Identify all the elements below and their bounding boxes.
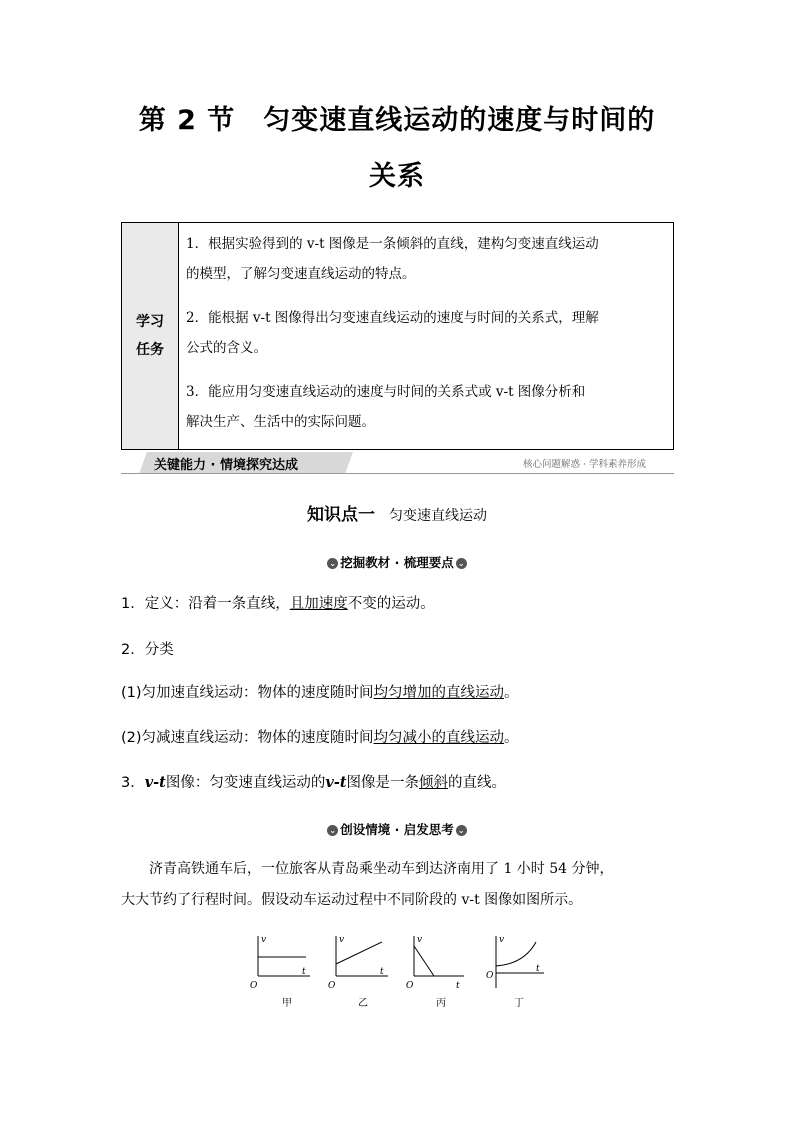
v-label: v	[261, 935, 267, 945]
definition-prefix: 1．定义：沿着一条直线，	[121, 596, 290, 612]
task-item-1	[186, 229, 667, 289]
accel-prefix: (1)匀加速直线运动：物体的速度随时间	[121, 685, 374, 701]
chevron-circle-icon: ⌄	[327, 825, 338, 836]
v-label: v	[339, 935, 345, 945]
t-label: t	[536, 964, 540, 974]
graph-line	[414, 946, 434, 976]
accelerating-motion-item	[121, 681, 519, 702]
learning-tasks-label	[122, 223, 179, 449]
definition-suffix: 不变的运动。	[347, 596, 435, 612]
vt-graph-item	[121, 771, 506, 792]
scenario-line-2: 大大节约了行程时间。假设动车运动过程中不同阶段的 v-t 图像如图所示。	[121, 892, 583, 908]
learning-tasks-list	[186, 229, 667, 451]
section-banner	[121, 452, 674, 474]
graph-line	[336, 942, 382, 964]
accel-suffix: 。	[504, 685, 519, 701]
t-label: t	[380, 967, 384, 977]
tasks-label-line2: 任务	[136, 342, 164, 358]
learning-tasks-table	[121, 222, 674, 450]
task-item-2-line2: 公式的含义。	[186, 340, 267, 356]
banner-subtitle: 核心问题解惑 · 学科素养形成	[522, 459, 646, 470]
subsection-heading-2-text: 创设情境 · 启发思考	[340, 822, 454, 837]
task-item-1-line1: 1．根据实验得到的 v-t 图像是一条倾斜的直线，建构匀变速直线运动	[186, 236, 599, 252]
knowledge-point-heading	[0, 500, 794, 525]
scenario-line-1: 济青高铁通车后，一位旅客从青岛乘坐动车到达济南用了 1 小时 54 分钟，	[149, 861, 614, 877]
graph-yi	[328, 935, 388, 1009]
task-item-2	[186, 303, 667, 363]
decelerating-motion-item	[121, 726, 519, 747]
page-title-line2: 关系	[369, 161, 425, 192]
task-item-3-line1: 3．能应用匀变速直线运动的速度与时间的关系式或 v-t 图像分析和	[186, 384, 586, 400]
vt-symbol: v-t	[144, 774, 166, 791]
origin-label: O	[406, 981, 414, 991]
graph-caption: 丙	[436, 998, 446, 1009]
graph-caption: 丁	[514, 998, 524, 1009]
vt-item-suffix: 的直线。	[448, 775, 507, 791]
origin-label: O	[328, 981, 336, 991]
knowledge-point-title: 匀变速直线运动	[389, 508, 487, 524]
decel-prefix: (2)匀减速直线运动：物体的速度随时间	[121, 730, 374, 746]
chevron-circle-icon: ⌄	[327, 558, 338, 569]
chevron-circle-icon: ⌄	[456, 825, 467, 836]
v-label: v	[417, 935, 423, 945]
chevron-circle-icon: ⌄	[456, 558, 467, 569]
t-label: t	[302, 967, 306, 977]
decel-answer-1: 均匀减小	[373, 730, 432, 746]
definition-answer: 且加速度	[289, 596, 348, 612]
knowledge-point-number: 知识点一	[307, 505, 375, 525]
vt-graphs-figure	[240, 928, 560, 1010]
definition-item	[121, 592, 435, 613]
subsection-heading-1-text: 挖掘教材 · 梳理要点	[340, 555, 454, 570]
graph-jia	[250, 935, 310, 1009]
banner-divider	[121, 473, 674, 474]
graph-caption: 甲	[282, 998, 292, 1009]
graph-curve	[496, 942, 536, 966]
vt-symbol: v-t	[325, 774, 347, 791]
banner-title: 关键能力 · 情境探究达成	[154, 458, 298, 473]
graph-caption: 乙	[358, 998, 368, 1009]
scenario-paragraph	[121, 854, 674, 916]
origin-label: O	[486, 971, 494, 981]
graph-ding	[486, 935, 544, 1009]
vt-item-text-2: 图像是一条	[346, 775, 420, 791]
task-item-1-line2: 的模型，了解匀变速直线运动的特点。	[186, 266, 416, 282]
page-title: 第 2 节 匀变速直线运动的速度与时间的	[138, 105, 656, 136]
task-item-3-line2: 解决生产、生活中的实际问题。	[186, 414, 375, 430]
origin-label: O	[250, 981, 258, 991]
t-label: t	[456, 981, 460, 991]
vt-answer: 倾斜	[419, 775, 449, 791]
decel-suffix: 。	[504, 730, 519, 746]
subsection-heading-2	[0, 820, 794, 838]
task-item-3	[186, 377, 667, 437]
tasks-label-line1: 学习	[136, 314, 164, 330]
accel-answer-1: 均匀增加	[373, 685, 432, 701]
subsection-heading-1	[0, 553, 794, 571]
task-item-2-line1: 2．能根据 v-t 图像得出匀变速直线运动的速度与时间的关系式，理解	[186, 310, 599, 326]
vt-item-text: 图像：匀变速直线运动的	[165, 775, 326, 791]
decel-answer-2: 的直线运动	[431, 730, 505, 746]
vt-item-number: 3．	[121, 775, 145, 791]
v-label: v	[499, 935, 505, 945]
classification-item: 2．分类	[121, 642, 174, 658]
graph-bing	[406, 935, 464, 1009]
accel-answer-2: 的直线运动	[431, 685, 505, 701]
